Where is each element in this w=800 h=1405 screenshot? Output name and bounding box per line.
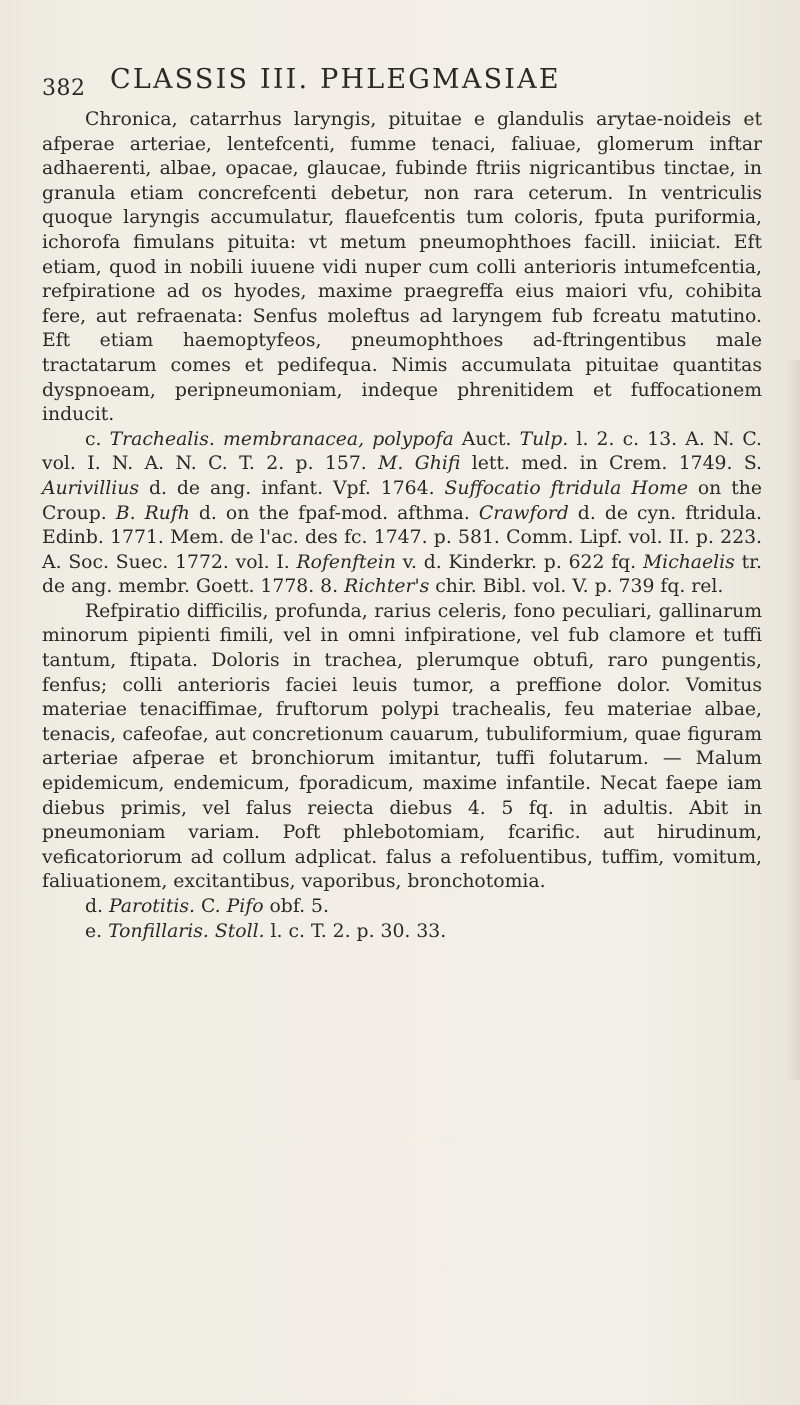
ref-c-text: d. de cyn. ftridula. Edinb. 1771. Mem. de l'ac. des fc. 1747. p. 581. Comm. Lipf. vol. II. p. 223. A. Soc. Suec. 1772. vol. I. <box>42 502 763 573</box>
reference-d <box>42 895 762 920</box>
reference-c <box>42 428 762 600</box>
ref-c-author-rush: B. Rufh <box>115 502 190 524</box>
ref-e-title: Tonfillaris. <box>108 920 209 942</box>
ref-c-author-rosenstein: Rofenftein <box>296 551 396 573</box>
page-number: 382 <box>42 76 86 101</box>
ref-d-text: obf. 5. <box>263 896 329 917</box>
page-header <box>42 64 762 104</box>
ref-c-text: d. on the fpaf-mod. afthma. <box>189 502 479 524</box>
ref-c-author-ghisi: M. Ghifi <box>378 453 461 475</box>
ref-c-text: d. de ang. infant. Vpf. 1764. <box>139 477 445 499</box>
ref-e-author: Stoll. <box>208 920 265 942</box>
ref-c-text: chir. Bibl. vol. V. p. 739 fq. rel. <box>429 576 724 598</box>
ref-c-author-aurivillius: Aurivillius <box>42 477 140 499</box>
ref-c-author-tulp: Tulp. <box>519 428 569 450</box>
ref-d-text: C. <box>194 896 227 917</box>
ref-c-text: l. 2. c. 13. A. N. C. vol. I. N. A. N. C. T. 2. p. 157. <box>42 428 762 475</box>
ref-c-title: Trachealis. membranacea, polypofa <box>109 428 454 450</box>
ref-c-text: lett. med. in Crem. 1749. S. <box>460 453 763 475</box>
page-body <box>42 108 762 944</box>
ref-c-text: on the Croup. <box>42 477 762 524</box>
ref-c-text: Auct. <box>453 428 520 450</box>
ref-c-author-richter: Richter's <box>344 576 430 598</box>
ref-e-label: e. <box>85 920 103 942</box>
ref-c-author-home: Suffocatio ftridula Home <box>444 477 688 499</box>
ref-e-text: l. c. T. 2. p. 30. 33. <box>264 920 447 942</box>
ref-d-author: Pifo <box>226 896 264 917</box>
reference-e <box>42 920 762 945</box>
ref-c-label: c. <box>85 428 102 450</box>
ref-c-author-michaelis: Michaelis <box>642 551 735 573</box>
page-edge-shadow <box>786 360 800 1080</box>
ref-d-label: d. <box>85 896 103 917</box>
running-head: CLASSIS III. PHLEGMASIAE <box>110 64 561 95</box>
ref-c-text: v. d. Kinderkr. p. 622 fq. <box>395 551 643 573</box>
ref-c-text: tr. de ang. membr. Goett. 1778. 8. <box>42 551 762 598</box>
ref-d-title: Parotitis. <box>108 896 195 917</box>
paragraph-respiratio: Refpiratio difficilis, profunda, rarius celeris, fono peculiari, gallinarum minorum pipienti fimili, vel in omni infpiratione, vel fub clamore et tuffi tantum, ftipata. Doloris in trachea, plerumque obtufi, raro pungentis, fenfus; colli anterioris faciei leuis tumor, a preffione dolor. Vomitus materiae tenaciffimae, fruftorum polypi trachealis, feu materiae albae, tenacis, cafeofae, aut concretionum cauarum, tubuliformium, quae figuram arteriae afperae et bronchiorum imitantur, tuffi folutarum. — Malum epidemicum, endemicum, fporadicum, maxime infantile. Necat faepe iam diebus primis, vel falus reiecta diebus 4. 5 fq. in adultis. Abit in pneumoniam variam. Poft phlebotomiam, fcarific. aut hirudinum, veficatoriorum ad collum adplicat. falus a refoluentibus, tuffim, vomitum, faliuationem, excitantibus, vaporibus, bronchotomia. <box>42 600 762 893</box>
ref-c-author-crawford: Crawford <box>478 502 569 524</box>
paragraph-chronica: Chronica, catarrhus laryngis, pituitae e glandulis arytae-noideis et afperae arteriae, lentefcenti, fumme tenaci, faliuae, glomerum inftar adhaerenti, albae, opacae, glaucae, fubinde ftriis nigricantibus tinctae, in granula etiam concrefcenti debetur, non rara ceterum. In ventriculis quoque laryngis accumulatur, flauefcentis tum coloris, fputa puriformia, ichorofa fimulans pituita: vt metum pneumophthoes facill. iniiciat. Eft etiam, quod in nobili iuuene vidi nuper cum colli anterioris intumefcentia, refpiratione ad os hyodes, maxime praegreffa eius maiori vfu, cohibita fere, aut refraenata: Senfus moleftus ad laryngem fub fcreatu matutino. Eft etiam haemoptyfeos, pneumophthoes ad-ftringentibus male tractatarum comes et pedifequa. Nimis accumulata pituitae quantitas dyspnoeam, peripneumoniam, indeque phrenitidem et fuffocationem inducit. <box>42 109 762 426</box>
